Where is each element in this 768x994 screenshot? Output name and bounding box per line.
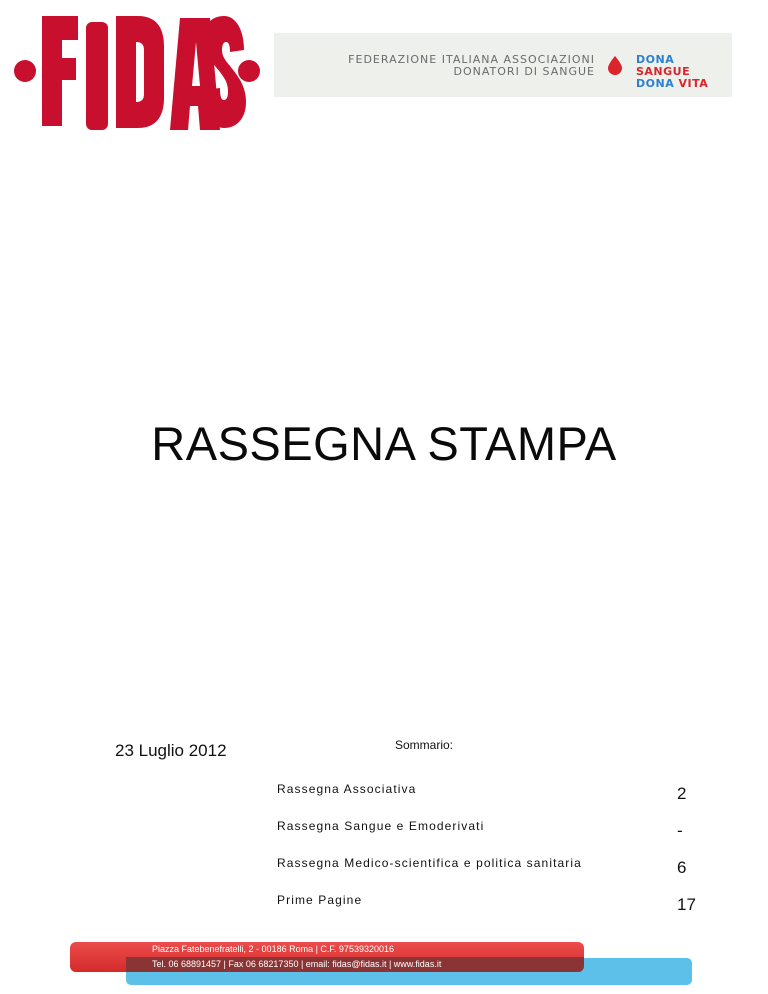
slogan-dona-1: DONA (636, 53, 675, 66)
toc-item (277, 891, 707, 928)
slogan-sangue: SANGUE (636, 65, 691, 78)
toc-item (277, 817, 707, 854)
logo-letter-f (42, 16, 78, 126)
toc-item-label: Prime Pagine (277, 893, 363, 907)
federation-line-2: DONATORI DI SANGUE (453, 65, 595, 78)
toc-item-page: 17 (677, 895, 696, 914)
document-date: 23 Luglio 2012 (115, 741, 227, 760)
summary-label: Sommario: (395, 738, 454, 752)
toc-item-label: Rassegna Medico-scientifica e politica sanitaria (277, 856, 582, 870)
footer-contacts: Tel. 06 68891457 | Fax 06 68217350 | email: fidas@fidas.it | www.fidas.it (152, 959, 442, 969)
logo-letter-d (116, 16, 164, 128)
table-of-contents (277, 780, 707, 928)
toc-item-page: 2 (677, 784, 687, 803)
federation-name (348, 54, 595, 78)
fidas-logo (8, 8, 260, 134)
logo-letter-i (86, 22, 108, 130)
logo-left-dot (14, 60, 36, 82)
document-title: RASSEGNA STAMPA (151, 417, 617, 470)
logo-right-dot (238, 60, 260, 82)
toc-item-label: Rassegna Sangue e Emoderivati (277, 819, 485, 833)
toc-item (277, 854, 707, 891)
footer-bar (70, 942, 696, 987)
slogan-dona-2: DONA (636, 77, 675, 90)
toc-item (277, 780, 707, 817)
toc-item-page: 6 (677, 858, 687, 877)
toc-item-page: - (677, 821, 683, 840)
federation-line-1: FEDERAZIONE ITALIANA ASSOCIAZIONI (348, 53, 595, 66)
blood-drop-icon (607, 55, 623, 75)
slogan-vita: VITA (678, 77, 709, 90)
footer-address: Piazza Fatebenefratelli, 2 - 00186 Roma | C.F. 97539320016 (152, 944, 394, 954)
toc-item-label: Rassegna Associativa (277, 782, 417, 796)
slogan (636, 54, 732, 90)
header-banner (274, 33, 732, 97)
